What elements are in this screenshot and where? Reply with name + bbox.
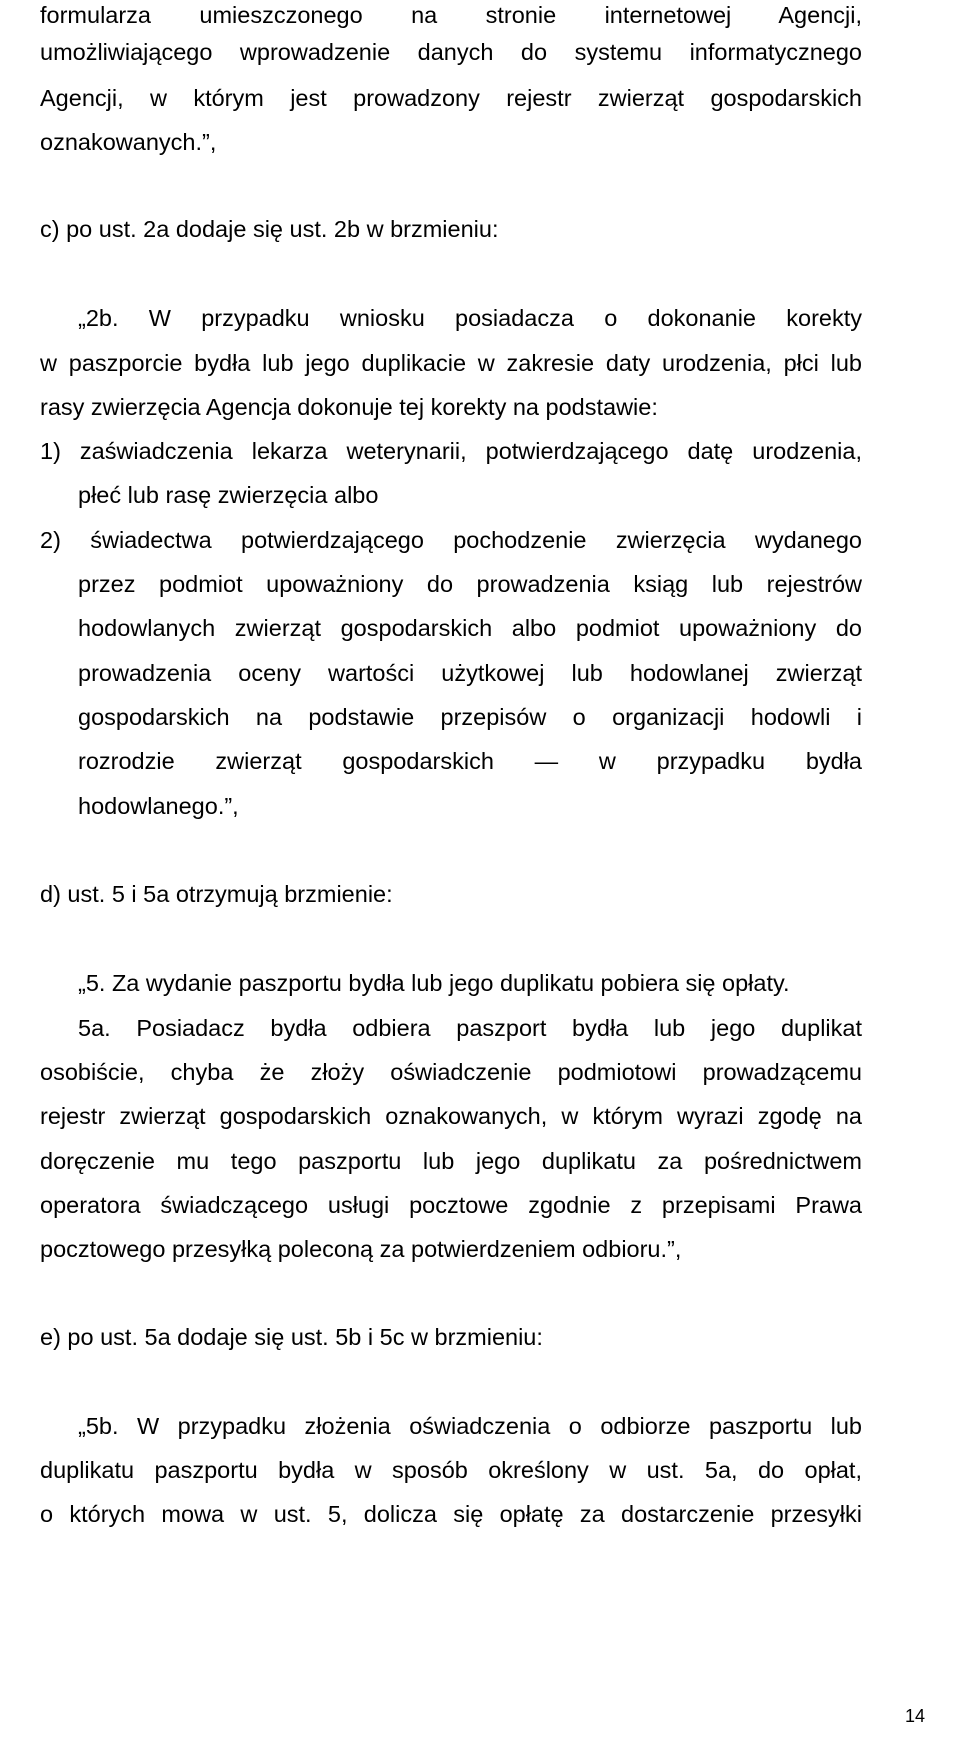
text-line: oznakowanych.”, xyxy=(40,129,217,155)
text-line: gospodarskich na podstawie przepisów o organizacji hodowli i xyxy=(78,704,862,730)
text-line: umożliwiającego wprowadzenie danych do systemu informatycznego xyxy=(40,39,862,65)
text-line: prowadzenia oceny wartości użytkowej lub hodowlanej zwierząt xyxy=(78,660,862,686)
text-line: przez podmiot upoważniony do prowadzenia ksiąg lub rejestrów xyxy=(78,571,862,597)
list-item-heading: d) ust. 5 i 5a otrzymują brzmienie: xyxy=(40,881,393,907)
text-line: w paszporcie bydła lub jego duplikacie w zakresie daty urodzenia, płci lub xyxy=(40,350,862,376)
page-number: 14 xyxy=(905,1706,926,1726)
text-line: osobiście, chyba że złoży oświadczenie podmiotowi prowadzącemu xyxy=(40,1059,862,1085)
text-line: rozrodzie zwierząt gospodarskich — w przypadku bydła xyxy=(78,748,862,774)
text-line: Agencji, w którym jest prowadzony rejestr zwierząt gospodarskich xyxy=(40,85,862,111)
text-line: 5a. Posiadacz bydła odbiera paszport bydła lub jego duplikat xyxy=(78,1015,862,1041)
text-line: rejestr zwierząt gospodarskich oznakowanych, w którym wyrazi zgodę na xyxy=(40,1103,862,1129)
text-line: 2) świadectwa potwierdzającego pochodzenie zwierzęcia wydanego xyxy=(40,527,862,553)
text-line: „2b. W przypadku wniosku posiadacza o dokonanie korekty xyxy=(78,305,862,331)
text-line: „5b. W przypadku złożenia oświadczenia o odbiorze paszportu lub xyxy=(78,1413,862,1439)
text-line: operatora świadczącego usługi pocztowe zgodnie z przepisami Prawa xyxy=(40,1192,862,1218)
text-line: rasy zwierzęcia Agencja dokonuje tej korekty na podstawie: xyxy=(40,394,658,420)
text-line: hodowlanych zwierząt gospodarskich albo podmiot upoważniony do xyxy=(78,615,862,641)
text-line: płeć lub rasę zwierzęcia albo xyxy=(78,482,379,508)
text-line: duplikatu paszportu bydła w sposób określony w ust. 5a, do opłat, xyxy=(40,1457,862,1483)
list-item-heading: e) po ust. 5a dodaje się ust. 5b i 5c w brzmieniu: xyxy=(40,1324,543,1350)
text-line: 1) zaświadczenia lekarza weterynarii, potwierdzającego datę urodzenia, xyxy=(40,438,862,464)
text-line: „5. Za wydanie paszportu bydła lub jego duplikatu pobiera się opłaty. xyxy=(78,970,790,996)
text-line: o których mowa w ust. 5, dolicza się opłatę za dostarczenie przesyłki xyxy=(40,1501,862,1527)
list-item-heading: c) po ust. 2a dodaje się ust. 2b w brzmieniu: xyxy=(40,216,499,242)
text-line: pocztowego przesyłką poleconą za potwierdzeniem odbioru.”, xyxy=(40,1236,682,1262)
text-line: doręczenie mu tego paszportu lub jego duplikatu za pośrednictwem xyxy=(40,1148,862,1174)
text-line: hodowlanego.”, xyxy=(78,793,239,819)
text-line: formularza umieszczonego na stronie internetowej Agencji, xyxy=(40,2,862,28)
